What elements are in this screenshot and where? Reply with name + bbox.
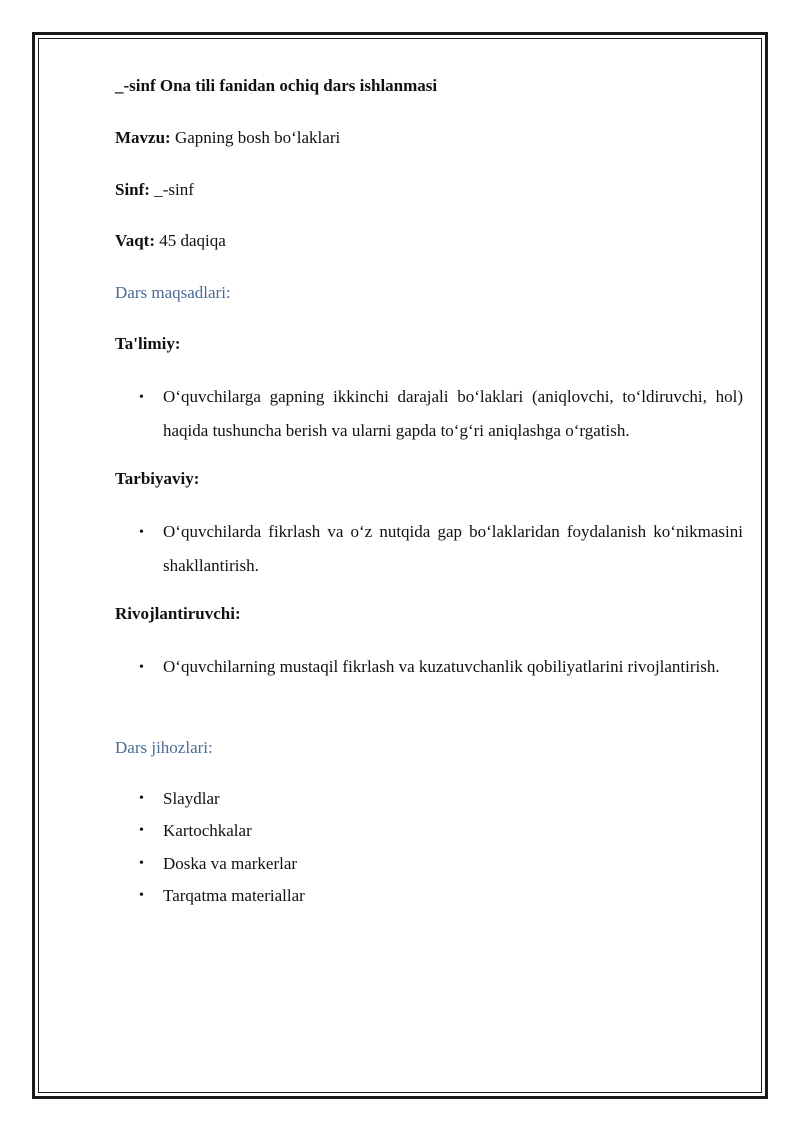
time-value: 45 daqiqa	[155, 231, 226, 250]
goals-heading: Dars maqsadlari:	[115, 283, 231, 302]
equipment-item-text: Doska va markerlar	[163, 854, 298, 873]
equipment-item-text: Tarqatma materiallar	[163, 886, 305, 905]
educational-goal-text: O‘quvchilarga gapning ikkinchi darajali bo‘laklari (aniqlovchi, to‘ldiruvchi, hol) haqida tushuncha berish va ularni gapda to‘g‘ri aniqlashga o‘rgatish.	[163, 387, 743, 440]
bullet-icon: •	[139, 856, 144, 871]
bullet-icon: •	[139, 660, 144, 675]
bullet-icon: •	[139, 525, 144, 540]
topic-value: Gapning bosh bo‘laklari	[170, 128, 341, 147]
equipment-heading: Dars jihozlari:	[115, 738, 213, 757]
developmental-heading: Rivojlantiruvchi:	[115, 604, 241, 623]
upbringing-goal-text: O‘quvchilarda fikrlash va o‘z nutqida gap bo‘laklaridan foydalanish ko‘nikmasini shakllantirish.	[163, 522, 743, 575]
equipment-item-text: Kartochkalar	[163, 821, 252, 840]
grade-line	[115, 180, 194, 200]
educational-heading: Ta'limiy:	[115, 334, 181, 353]
equipment-item-text: Slaydlar	[163, 789, 220, 808]
bullet-icon: •	[139, 390, 144, 405]
bullet-icon: •	[139, 823, 144, 838]
time-label: Vaqt:	[115, 231, 155, 250]
topic-line	[115, 128, 340, 148]
upbringing-heading: Tarbiyaviy:	[115, 469, 200, 488]
topic-label: Mavzu:	[115, 128, 171, 147]
time-line	[115, 231, 226, 251]
grade-label: Sinf:	[115, 180, 150, 199]
document-title: _-sinf Ona tili fanidan ochiq dars ishlanmasi	[115, 76, 438, 95]
bullet-icon: •	[139, 888, 144, 903]
developmental-goal-text: O‘quvchilarning mustaqil fikrlash va kuzatuvchanlik qobiliyatlarini rivojlantirish.	[163, 657, 720, 676]
grade-value: _-sinf	[149, 180, 194, 199]
bullet-icon: •	[139, 791, 144, 806]
